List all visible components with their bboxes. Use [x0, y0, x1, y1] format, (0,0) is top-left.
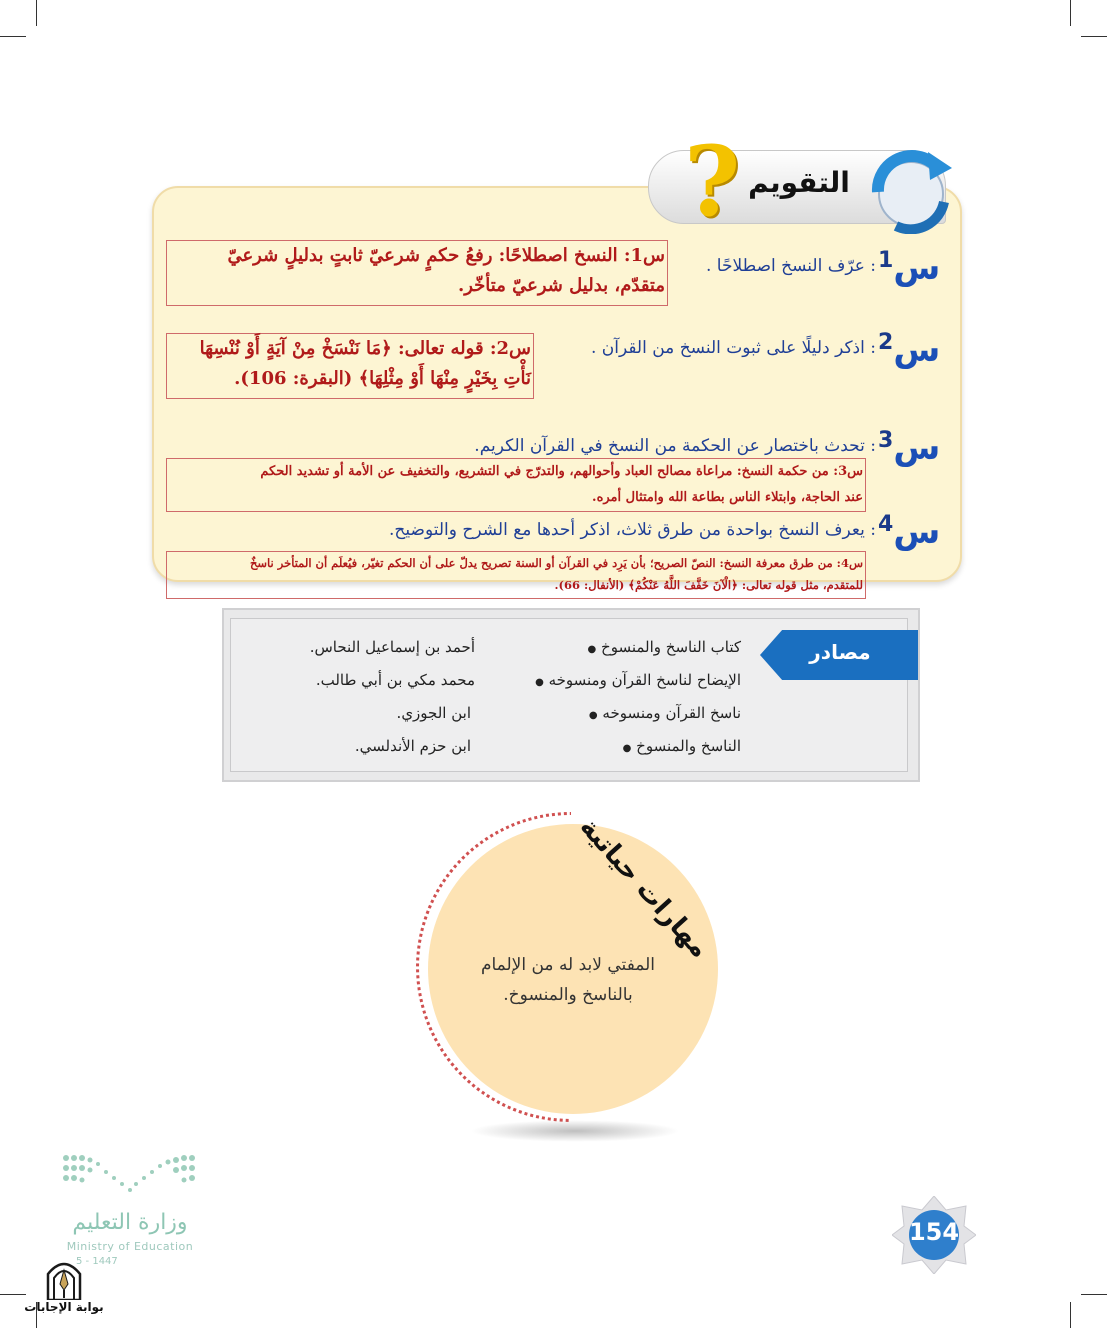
- portal-name: بوابة الإجابات: [24, 1300, 104, 1314]
- question-number-1: [878, 248, 940, 288]
- answer-box-3: [166, 458, 866, 512]
- source-author: ابن حزم الأندلسي.: [354, 737, 471, 755]
- question-label: س: [893, 512, 941, 552]
- crop-mark: [1070, 1302, 1071, 1328]
- book-title: الإيضاح لناسخ القرآن ومنسوخه: [548, 671, 741, 689]
- question-number-digit: 2: [878, 330, 894, 355]
- question-number-4: [878, 512, 940, 552]
- crop-mark: [0, 36, 26, 37]
- refresh-globe-icon: [866, 144, 956, 234]
- answer-line: متقدّم، بدليل شرعيّ متأخّر.: [457, 275, 665, 296]
- edition-year: 5 - 1447: [76, 1256, 118, 1267]
- book-title: كتاب الناسخ والمنسوخ: [601, 638, 741, 656]
- question-label: س: [893, 428, 941, 468]
- source-author: أحمد بن إسماعيل النحاس.: [309, 638, 475, 656]
- question-3-text: [420, 436, 876, 456]
- question-number-3: [878, 428, 940, 468]
- evaluation-title: التقويم: [748, 166, 850, 199]
- answer-box-4: [166, 551, 866, 599]
- question-label: س: [893, 248, 941, 288]
- answer-line: س2: قوله تعالى: ﴿مَا نَنْسَخْ مِنْ آيَةٍ أَوْ نُنْسِهَا: [199, 338, 531, 359]
- answer-line: عند الحاجة، وابتلاء الناس بطاعة الله وامتثال أمره.: [592, 490, 863, 505]
- circle-shadow: [470, 1120, 680, 1142]
- answer-line: س3: من حكمة النسخ: مراعاة مصالح العباد وأحوالهم، والتدرّج في التشريع، والتخفيف عن الأمة أو تشديد الحكم: [260, 464, 863, 479]
- source-book: [623, 737, 741, 755]
- question-number-digit: 1: [878, 248, 894, 273]
- ministry-name-ar: وزارة التعليم: [72, 1210, 188, 1235]
- crop-mark: [0, 1294, 26, 1295]
- question-text: : تحدث باختصار عن الحكمة من النسخ في القرآن الكريم.: [474, 436, 876, 456]
- portal-logo-icon: [44, 1256, 84, 1300]
- bullet-icon: ●: [622, 743, 632, 754]
- crop-mark: [1081, 36, 1107, 37]
- question-number-2: [878, 330, 940, 370]
- bullet-icon: ●: [587, 644, 597, 655]
- answer-line: نَأْتِ بِخَيْرٍ مِنْهَا أَوْ مِثْلِهَا﴾ (البقرة: 106).: [234, 368, 531, 389]
- source-book: [588, 638, 742, 656]
- bullet-icon: ●: [588, 710, 598, 721]
- answer-box-1: [166, 240, 668, 306]
- answer-line: للمتقدم، مثل قوله تعالى: ﴿الْآنَ خَفَّفَ اللَّهُ عَنْكُمْ﴾ (الأنفال: 66).: [554, 578, 863, 592]
- crop-mark: [1070, 0, 1071, 26]
- book-title: ناسخ القرآن ومنسوخه: [602, 704, 741, 722]
- source-book: [535, 671, 741, 689]
- answer-box-2: [166, 333, 534, 399]
- life-skills-text: المفتي لابد له من الإلمام بالناسخ والمنسوخ.: [480, 955, 656, 1005]
- question-text: : اذكر دليلًا على ثبوت النسخ من القرآن .: [590, 338, 876, 358]
- question-number-digit: 4: [878, 512, 894, 537]
- question-text: : عرّف النسخ اصطلاحًا .: [706, 256, 876, 276]
- question-number-digit: 3: [878, 428, 894, 453]
- source-book: [589, 704, 741, 722]
- source-author: محمد مكي بن أبي طالب.: [315, 671, 475, 689]
- bullet-icon: ●: [535, 677, 544, 688]
- book-title: الناسخ والمنسوخ: [636, 737, 741, 755]
- crop-mark: [1081, 1294, 1107, 1295]
- source-author: ابن الجوزي.: [396, 704, 471, 722]
- sources-label: مصادر: [809, 640, 871, 664]
- question-label: س: [893, 330, 941, 370]
- page-number: 154: [908, 1218, 960, 1246]
- ministry-name-en: Ministry of Education: [66, 1240, 194, 1253]
- crop-mark: [36, 0, 37, 26]
- question-mark-icon: ?: [684, 125, 741, 238]
- question-4-text: [300, 520, 876, 540]
- ministry-logo-icon: [60, 1152, 200, 1198]
- question-text: : يعرف النسخ بواحدة من طرق ثلاث، اذكر أحدها مع الشرح والتوضيح.: [389, 520, 876, 540]
- life-skills-title: مهارات حياتية: [573, 812, 715, 964]
- question-2-text: [540, 338, 876, 358]
- answer-line: س4: من طرق معرفة النسخ: النصّ الصريح؛ بأن يَرِد في القرآن أو السنة تصريح يدلّ على أن الحكم تغيّر، فيُعلَم أن المتأخر ناسخٌ: [249, 556, 863, 570]
- answer-line: س1: النسخ اصطلاحًا: رفعُ حكمٍ شرعيّ ثابتٍ بدليلٍ شرعيّ: [227, 245, 665, 266]
